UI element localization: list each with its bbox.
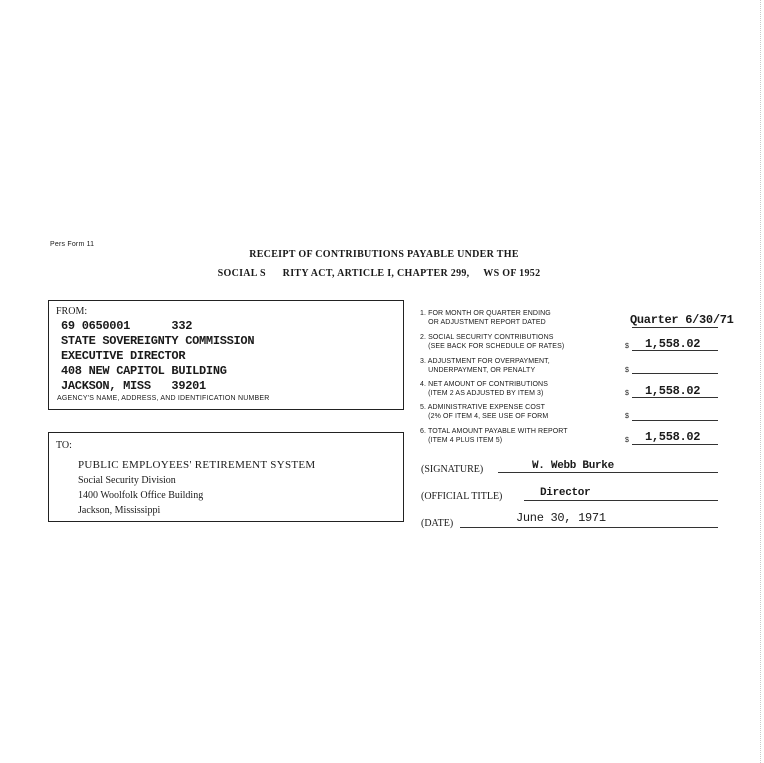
item-2-value: 1,558.02 — [645, 337, 701, 351]
item-4-value: 1,558.02 — [645, 384, 701, 398]
form-title-line-2: SOCIAL S RITY ACT, ARTICLE I, CHAPTER 299, WS OF 1952 — [217, 268, 541, 279]
item-3-dollar: $ — [625, 367, 629, 374]
agency-name: STATE SOVEREIGNTY COMMISSION — [61, 334, 255, 348]
agency-title: EXECUTIVE DIRECTOR — [61, 349, 186, 363]
official-title-value: Director — [540, 487, 591, 499]
recipient-city: Jackson, Mississippi — [78, 505, 161, 516]
item-5-line — [632, 420, 718, 421]
from-caption: AGENCY'S NAME, ADDRESS, AND IDENTIFICATION NUMBER — [57, 395, 270, 402]
page-edge-dots — [760, 0, 761, 763]
signature-line — [498, 472, 718, 473]
item-5-label: 5. ADMINISTRATIVE EXPENSE COST (2% OF ITEM 4, SEE USE OF FORM — [420, 404, 549, 420]
item-5-dollar: $ — [625, 413, 629, 420]
item-1-value: Quarter 6/30/71 — [630, 313, 734, 327]
form-number: Pers Form 11 — [50, 241, 95, 248]
item-2-dollar: $ — [625, 343, 629, 350]
date-label: (DATE) — [421, 518, 454, 529]
item-6-value: 1,558.02 — [645, 430, 701, 444]
agency-city: JACKSON, MISS 39201 — [61, 379, 206, 393]
date-line — [460, 527, 718, 528]
item-6-label: 6. TOTAL AMOUNT PAYABLE WITH REPORT (ITEM 4 PLUS ITEM 5) — [420, 428, 568, 444]
from-label: FROM: — [56, 306, 88, 317]
recipient-division: Social Security Division — [78, 475, 176, 486]
from-box — [48, 300, 404, 410]
agency-address: 408 NEW CAPITOL BUILDING — [61, 364, 227, 378]
item-3-label: 3. ADJUSTMENT FOR OVERPAYMENT, UNDERPAYMENT, OR PENALTY — [420, 358, 550, 374]
recipient-address: 1400 Woolfolk Office Building — [78, 490, 204, 501]
to-label: TO: — [56, 440, 72, 451]
item-4-line — [632, 397, 718, 398]
item-3-line — [632, 373, 718, 374]
official-title-line — [524, 500, 718, 501]
item-4-dollar: $ — [625, 390, 629, 397]
form-title-line-1: RECEIPT OF CONTRIBUTIONS PAYABLE UNDER THE — [249, 249, 519, 260]
item-1-line — [632, 327, 718, 328]
item-2-line — [632, 350, 718, 351]
item-2-label: 2. SOCIAL SECURITY CONTRIBUTIONS (SEE BACK FOR SCHEDULE OF RATES) — [420, 334, 565, 350]
recipient-name: PUBLIC EMPLOYEES' RETIREMENT SYSTEM — [78, 459, 316, 471]
agency-identification-number: 69 0650001 332 — [61, 319, 193, 333]
to-box — [48, 432, 404, 522]
item-6-dollar: $ — [625, 437, 629, 444]
item-1-label: 1. FOR MONTH OR QUARTER ENDING OR ADJUSTMENT REPORT DATED — [420, 310, 551, 326]
official-title-label: (OFFICIAL TITLE) — [421, 491, 503, 502]
signature-value: W. Webb Burke — [532, 460, 614, 472]
item-4-label: 4. NET AMOUNT OF CONTRIBUTIONS (ITEM 2 AS ADJUSTED BY ITEM 3) — [420, 381, 548, 397]
item-6-line — [632, 444, 718, 445]
signature-label: (SIGNATURE) — [421, 464, 484, 475]
date-value: June 30, 1971 — [516, 511, 606, 525]
